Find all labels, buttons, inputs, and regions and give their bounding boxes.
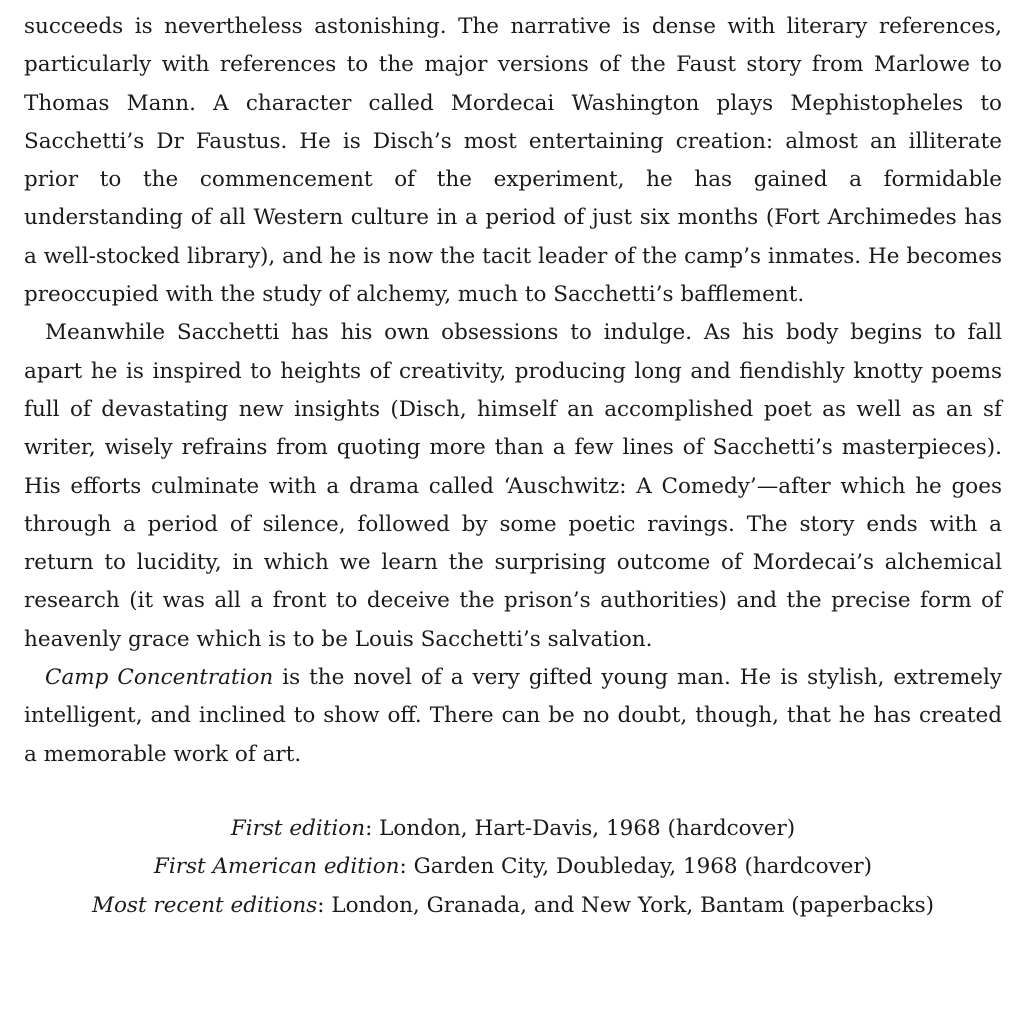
edition-value: London, Granada, and New York, Bantam (paperbacks): [331, 892, 935, 918]
book-title: Camp Concentration: [45, 665, 274, 691]
paragraph-3-text: is the novel of a very gifted young man. He is stylish, extremely intelligent, and inclined to show off. There can be no doubt, though, that he has created a memorable work of art.: [24, 665, 1003, 767]
paragraph-2: [24, 314, 1002, 659]
edition-most-recent: [24, 887, 1002, 925]
edition-separator: :: [365, 815, 380, 841]
edition-separator: :: [399, 854, 414, 880]
edition-first: [24, 810, 1002, 848]
edition-separator: :: [317, 892, 332, 918]
paragraph-1: [24, 8, 1002, 314]
edition-list: [24, 810, 1002, 925]
edition-value: Garden City, Doubleday, 1968 (hardcover): [413, 854, 873, 880]
paragraph-2-text: Meanwhile Sacchetti has his own obsessions to indulge. As his body begins to fall apart he is inspired to heights of creativity, producing long and fiendishly knotty poems full of devastating new insights (Disch, himself an accomplished poet as well as an sf writer, wisely refrains from quoting more than a few lines of Sacchetti’s masterpieces). His efforts culminate with a drama called ‘Auschwitz: A Comedy’—after which he goes through a period of silence, followed by some poetic ravings. The story ends with a return to lucidity, in which we learn the surprising outcome of Mordecai’s alchemical research (it was all a front to deceive the prison’s authorities) and the precise form of heavenly grace which is to be Louis Sacchetti’s salvation.: [24, 320, 1002, 652]
edition-label: First edition: [230, 815, 366, 841]
paragraph-1-text: succeeds is nevertheless astonishing. The narrative is dense with literary references, particularly with references to the major versions of the Faust story from Marlowe to Thomas Mann. A character called Mordecai Washington plays Mephistopheles to Sacchetti’s Dr Faustus. He is Disch’s most entertaining creation: almost an illiterate prior to the commencement of the experiment, he has gained a formidable understanding of all Western culture in a period of just six months (Fort Archimedes has a well-stocked library), and he is now the tacit leader of the camp’s inmates. He becomes preoccupied with the study of alchemy, much to Sacchetti’s bafflement.: [24, 14, 1002, 308]
paragraph-3: [24, 659, 1002, 774]
edition-value: London, Hart-Davis, 1968 (hardcover): [379, 815, 796, 841]
book-page: [24, 8, 1002, 925]
edition-label: First American edition: [153, 854, 400, 880]
edition-label: Most recent editions: [91, 892, 318, 918]
edition-first-american: [24, 848, 1002, 886]
